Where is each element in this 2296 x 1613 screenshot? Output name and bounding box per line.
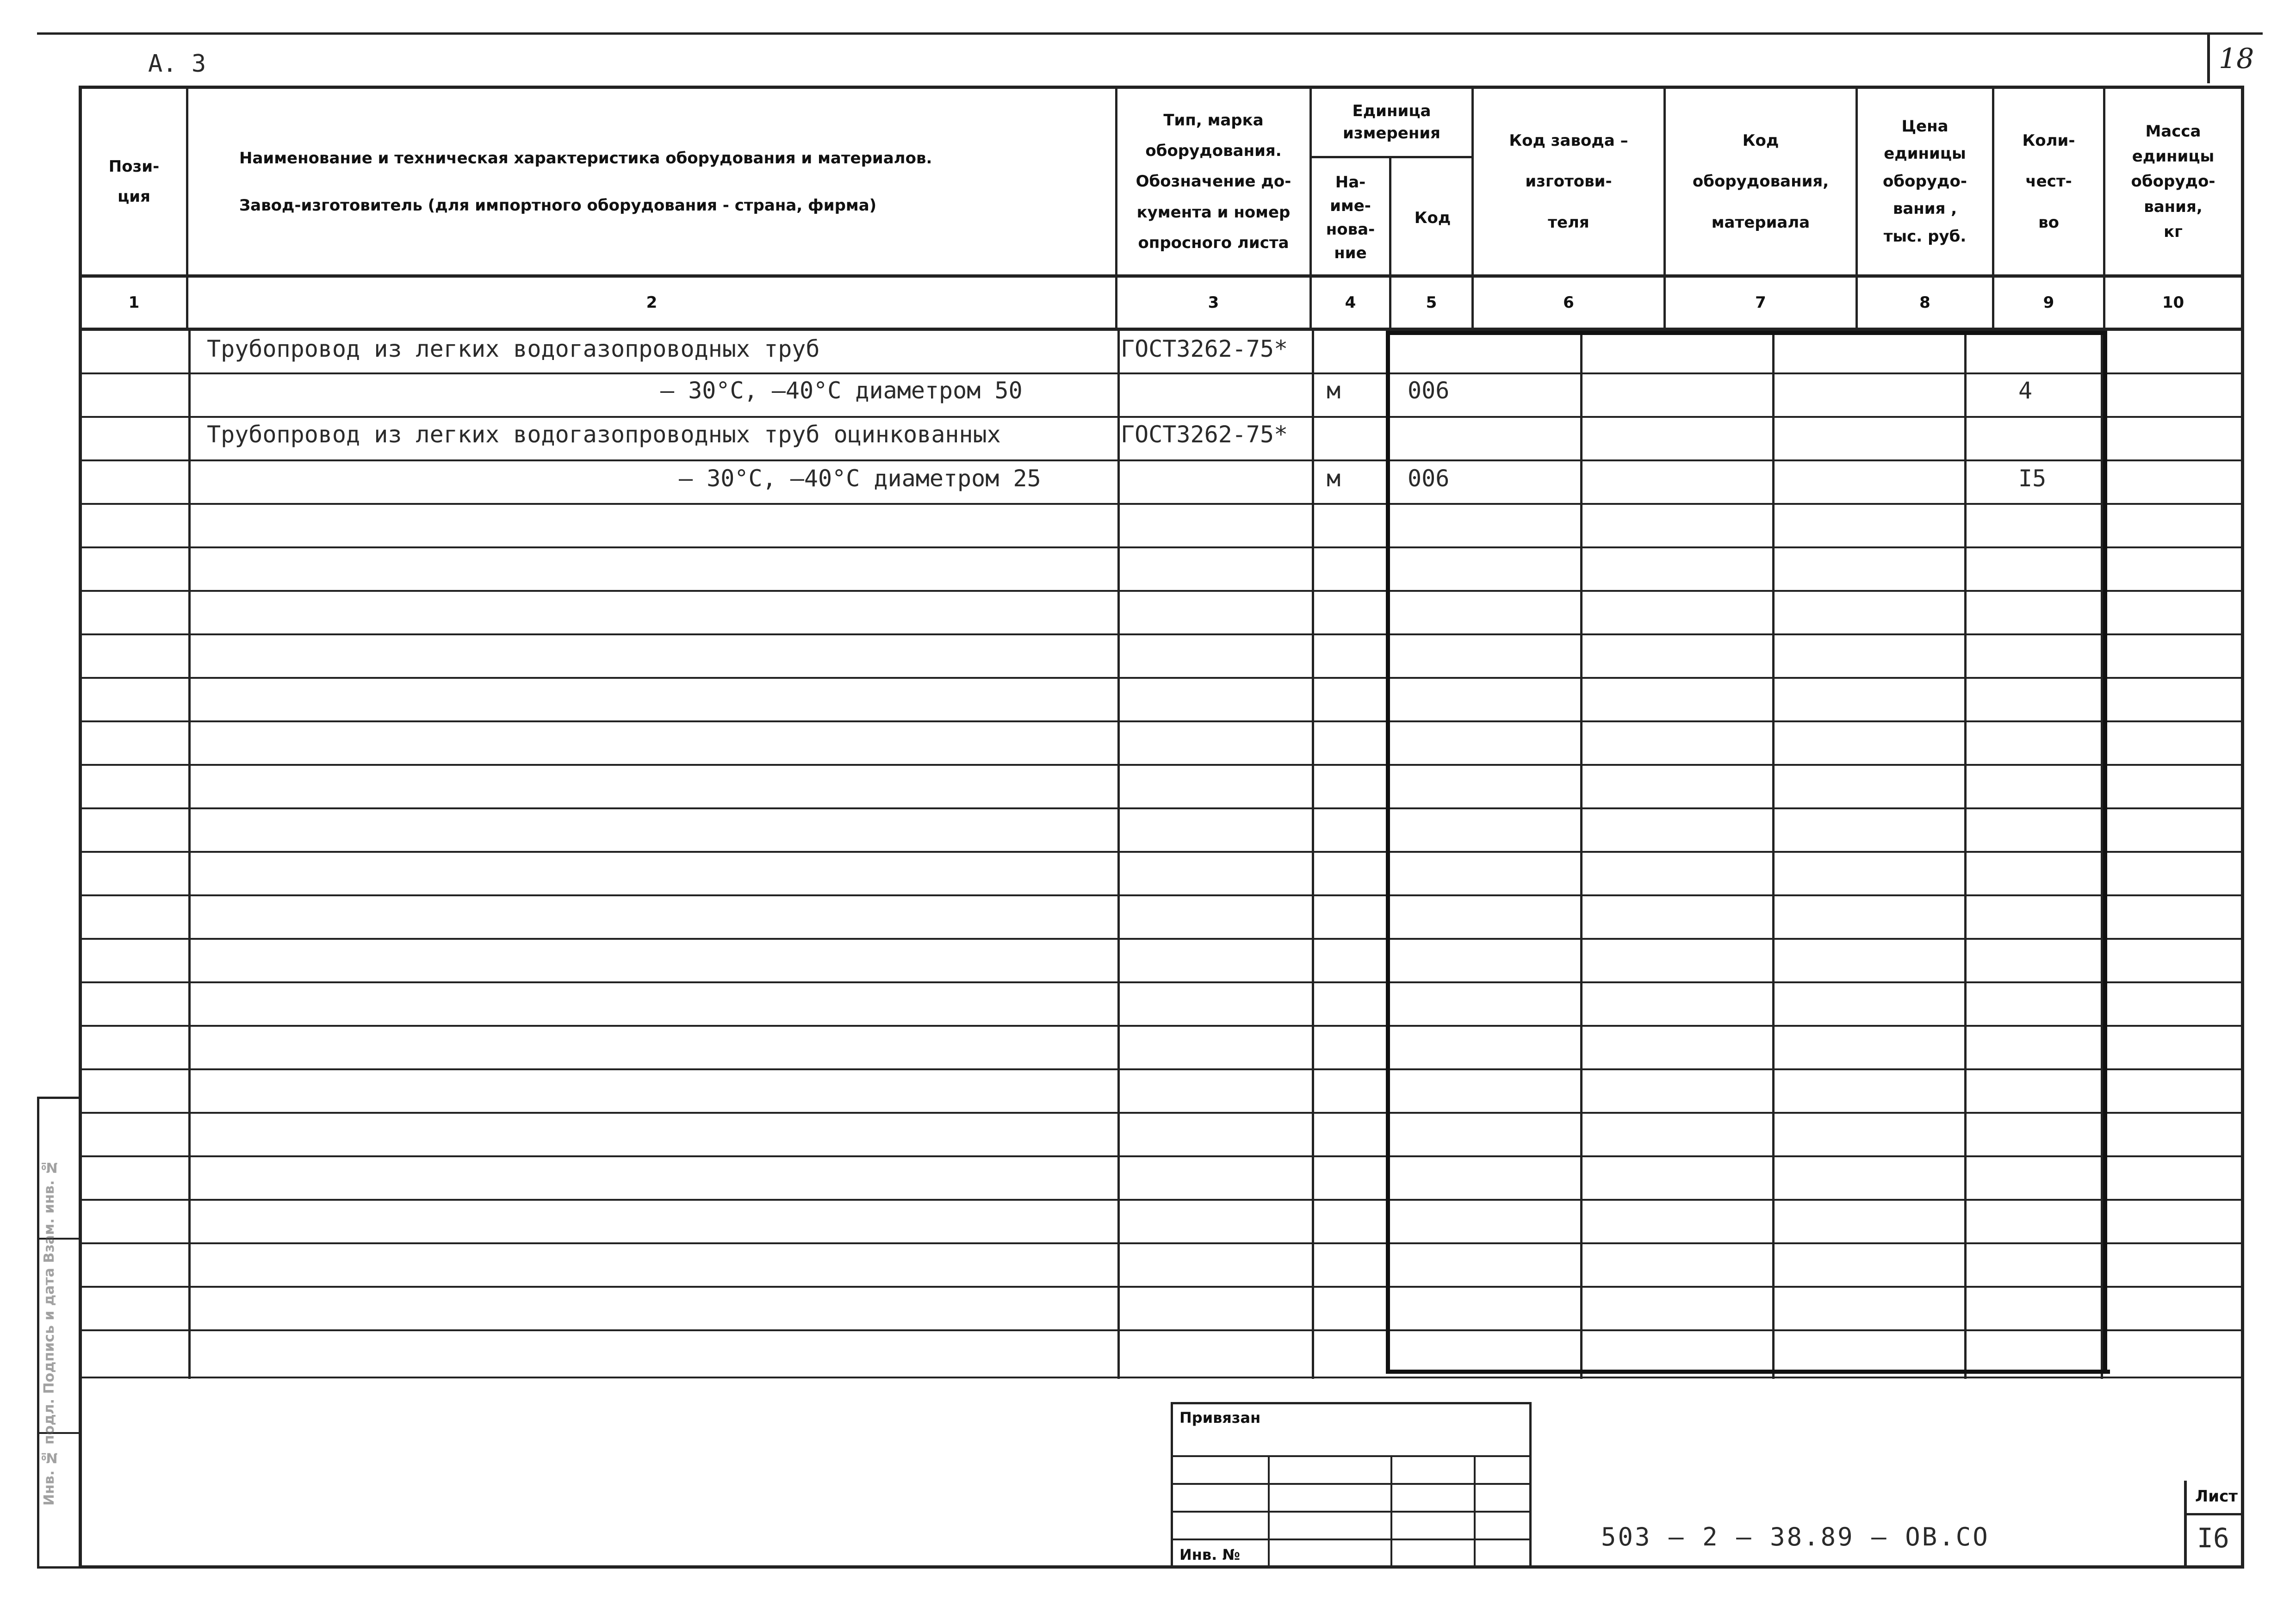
row-2-unit: м [1327,377,1341,404]
row-2-code: 006 [1408,377,1450,404]
col-number-1: 1 [82,278,188,328]
table-row [82,418,2241,461]
table-row [82,1288,2241,1331]
header-position: Пози- ция [82,89,188,274]
row-1-type: ГОСТ3262-75* [1121,335,1288,362]
col-number-2: 2 [188,278,1117,328]
header-unit-title: Единица измерения [1312,89,1471,158]
col-number-9: 9 [1994,278,2105,328]
sheet-label: Лист [2195,1487,2238,1506]
row-1-name: Трубопровод из легких водогазопроводных труб [207,335,820,362]
table-row [82,1244,2241,1288]
header-unit-code: Код [1414,208,1451,227]
header-name: Наименование и техническая характеристика оборудования и материалов. Завод-изготовитель (для импортного оборудования - страна, фирма) [188,89,1117,274]
table-row [82,896,2241,940]
binding-stamp [1171,1402,1532,1569]
sheet-number-box [2184,1481,2244,1569]
row-4-code: 006 [1408,465,1450,492]
row-3-type: ГОСТ3262-75* [1121,421,1288,448]
table-row [82,461,2241,505]
col-number-7: 7 [1666,278,1858,328]
table-row [82,548,2241,592]
stamp-line [1173,1539,1529,1540]
col-number-8: 8 [1858,278,1994,328]
form-code: А. 3 [148,50,206,78]
quantity-block-bottom [1386,1370,2110,1374]
stamp-line [1173,1483,1529,1485]
table-row [82,374,2241,418]
header-unit-name: На- име- нова- ние [1312,158,1391,278]
table-row [82,679,2241,722]
quantity-block-left [1386,331,1390,1374]
sheet-number: I6 [2197,1522,2229,1554]
stamp-inv-label: Инв. № [1179,1546,1240,1563]
stamp-line [1173,1511,1529,1513]
row-4-unit: м [1327,465,1341,492]
table-row [82,635,2241,679]
table-row [82,722,2241,766]
table-row [82,592,2241,635]
quantity-block-top [1386,331,2107,335]
column-number-row [79,278,2244,331]
col-number-5: 5 [1391,278,1474,328]
margin-strip-text: Инв. № подл. Подпись и дата Взам. инв. № [41,1159,57,1506]
margin-approval-strip [37,1097,79,1569]
col-number-3: 3 [1117,278,1312,328]
col-number-10: 10 [2162,293,2184,312]
stamp-col [1268,1455,1270,1569]
table-row [82,1070,2241,1114]
stamp-col [1390,1455,1392,1569]
row-2-name: – 30°С, –40°С диаметром 50 [660,377,1023,404]
row-3-name: Трубопровод из легких водогазопроводных труб оцинкованных [207,421,1001,448]
top-rule [37,32,2263,35]
table-row [82,1201,2241,1244]
header-unit-group [1312,89,1474,274]
stamp-col [1474,1455,1476,1569]
row-4-name: – 30°С, –40°С диаметром 25 [679,465,1041,492]
quantity-block-right [2103,331,2107,1374]
sheet-box-divider [2187,1513,2244,1515]
table-row [82,1114,2241,1157]
table-header [79,86,2244,278]
table-row [82,940,2241,983]
header-price: Цена единицы оборудо- вания , тыс. руб. [1858,89,1994,274]
header-equipment-code: Код оборудования, материала [1666,89,1858,274]
table-row [82,983,2241,1027]
table-row [82,1027,2241,1070]
row-2-quantity: 4 [2018,377,2033,404]
table-row [82,809,2241,853]
table-row [82,331,2241,374]
table-row [82,1157,2241,1201]
header-quantity: Коли- чест- во [1994,89,2105,274]
stamp-line [1173,1455,1529,1457]
row-4-quantity: I5 [2018,465,2047,492]
table-row [82,766,2241,809]
header-factory-code: Код завода – изготови- теля [1474,89,1666,274]
table-body [79,331,2244,1379]
table-row [82,505,2241,548]
header-type: Тип, марка оборудования. Обозначение до- кумента и номер опросного листа [1117,89,1312,274]
document-code: 503 – 2 – 38.89 – ОВ.СО [1601,1522,1990,1551]
header-mass: Масса единицы оборудо- вания, кг [2131,122,2215,242]
col-number-6: 6 [1474,278,1666,328]
table-row [82,853,2241,896]
corner-sheet-number: 18 [2219,43,2254,75]
col-number-4: 4 [1312,278,1391,328]
stamp-bound-label: Привязан [1179,1409,1261,1427]
corner-divider [2207,32,2210,83]
